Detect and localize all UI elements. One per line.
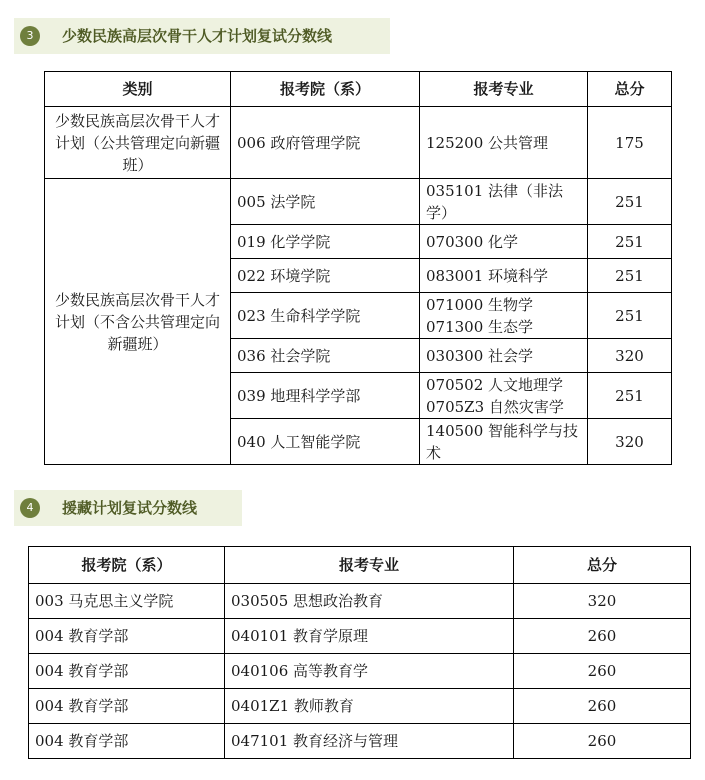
score-cell: 260	[514, 724, 691, 759]
major-cell: 083001 环境科学	[420, 259, 588, 293]
score-cell: 251	[588, 293, 672, 339]
table-header-row	[45, 72, 672, 107]
major-cell: 040106 高等教育学	[225, 654, 514, 689]
section-4-title: 援藏计划复试分数线	[62, 499, 198, 517]
dept-cell: 003 马克思主义学院	[29, 584, 225, 619]
dept-cell: 039 地理科学学部	[231, 373, 420, 419]
category-cell: 少数民族高层次骨干人才计划（公共管理定向新疆班）	[45, 107, 231, 179]
major-cell: 030300 社会学	[420, 339, 588, 373]
score-cell: 260	[514, 619, 691, 654]
major-cell: 035101 法律（非法学）	[420, 179, 588, 225]
col-header-score: 总分	[588, 72, 672, 107]
dept-cell: 006 政府管理学院	[231, 107, 420, 179]
dept-cell: 036 社会学院	[231, 339, 420, 373]
major-cell: 125200 公共管理	[420, 107, 588, 179]
major-cell: 070300 化学	[420, 225, 588, 259]
table-row	[29, 689, 691, 724]
col-header-score: 总分	[514, 547, 691, 584]
dept-cell: 004 教育学部	[29, 689, 225, 724]
score-cell: 251	[588, 259, 672, 293]
dept-cell: 004 教育学部	[29, 654, 225, 689]
dept-cell: 022 环境学院	[231, 259, 420, 293]
col-header-category: 类别	[45, 72, 231, 107]
col-header-major: 报考专业	[420, 72, 588, 107]
dept-cell: 004 教育学部	[29, 724, 225, 759]
dept-cell: 019 化学学院	[231, 225, 420, 259]
major-cell: 040101 教育学原理	[225, 619, 514, 654]
score-cell: 320	[588, 419, 672, 465]
table-tibet-program	[28, 546, 691, 759]
score-cell: 320	[588, 339, 672, 373]
major-cell: 071000 生物学 071300 生态学	[420, 293, 588, 339]
score-cell: 251	[588, 225, 672, 259]
section-4-number-badge: 4	[20, 498, 40, 518]
score-cell: 251	[588, 179, 672, 225]
table-row	[29, 619, 691, 654]
section-3-title: 少数民族高层次骨干人才计划复试分数线	[62, 27, 333, 45]
table-row	[29, 584, 691, 619]
major-cell: 047101 教育经济与管理	[225, 724, 514, 759]
table-row	[45, 107, 672, 179]
table-row	[29, 724, 691, 759]
score-cell: 260	[514, 654, 691, 689]
major-cell: 140500 智能科学与技术	[420, 419, 588, 465]
table-row	[29, 654, 691, 689]
score-cell: 320	[514, 584, 691, 619]
dept-cell: 023 生命科学学院	[231, 293, 420, 339]
section-4-header	[14, 490, 242, 526]
dept-cell: 040 人工智能学院	[231, 419, 420, 465]
major-cell: 030505 思想政治教育	[225, 584, 514, 619]
score-cell: 251	[588, 373, 672, 419]
major-cell: 070502 人文地理学 0705Z3 自然灾害学	[420, 373, 588, 419]
score-cell: 260	[514, 689, 691, 724]
dept-cell: 005 法学院	[231, 179, 420, 225]
col-header-dept: 报考院（系）	[231, 72, 420, 107]
table-minority-program	[44, 71, 672, 465]
col-header-major: 报考专业	[225, 547, 514, 584]
table-header-row	[29, 547, 691, 584]
section-3-number-badge: 3	[20, 26, 40, 46]
category-cell: 少数民族高层次骨干人才计划（不含公共管理定向新疆班）	[45, 179, 231, 465]
table-row	[45, 179, 672, 225]
col-header-dept: 报考院（系）	[29, 547, 225, 584]
section-3-header	[14, 18, 390, 54]
dept-cell: 004 教育学部	[29, 619, 225, 654]
major-cell: 0401Z1 教师教育	[225, 689, 514, 724]
score-cell: 175	[588, 107, 672, 179]
